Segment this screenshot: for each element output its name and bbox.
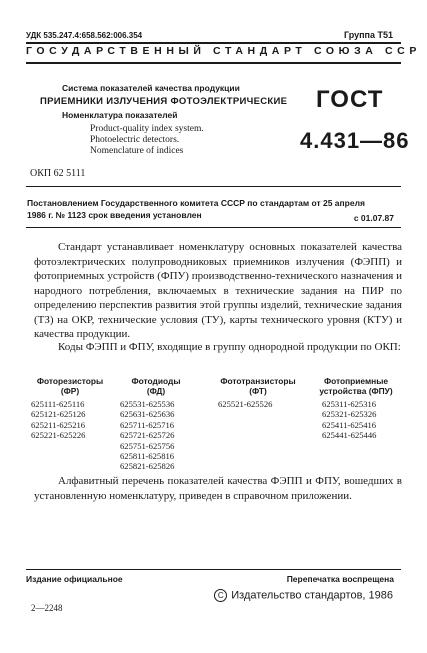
effective-date: с 01.07.87 [353, 213, 394, 223]
footer-rule [26, 569, 401, 570]
main-title: ПРИЕМНИКИ ИЗЛУЧЕНИЯ ФОТОЭЛЕКТРИЧЕСКИЕ [40, 96, 288, 107]
standard-title: ГОСУДАРСТВЕННЫЙ СТАНДАРТ СОЮЗА ССР [26, 45, 421, 57]
code-value: 625751-625756 [120, 440, 175, 451]
code-value: 625321-625326 [322, 409, 377, 420]
code-value: 625821-625826 [120, 461, 175, 472]
gost-number: 4.431—86 [300, 128, 410, 153]
column-header-line: Фототранзисторы [220, 376, 296, 386]
column-photodetector-devices [312, 376, 400, 441]
codes-intro-paragraph [34, 340, 402, 355]
decree-line-2: 1986 г. № 1123 срок введения установлен [27, 210, 202, 220]
publisher-text: Издательство стандартов, 1986 [231, 589, 393, 602]
codes-intro-text: Коды ФЭПП и ФПУ, входящие в группу однородной продукции по ОКП: [58, 341, 401, 353]
decree-rule [26, 227, 401, 228]
reprint-notice: Перепечатка воспрещена [286, 574, 394, 584]
publisher-line [214, 589, 393, 602]
english-title-line-1: Product-quality index system. [90, 124, 204, 134]
column-header-line: устройства (ФПУ) [319, 386, 393, 396]
column-header-line: Фотодиоды [131, 376, 181, 386]
intro-paragraph [34, 240, 402, 342]
column-photodiodes [120, 376, 192, 472]
column-header [312, 376, 400, 396]
column-header [214, 376, 302, 396]
code-value: 625811-625816 [120, 451, 175, 462]
column-header [120, 376, 192, 396]
copyright-icon: C [214, 589, 227, 602]
code-value: 625221-625226 [31, 430, 86, 441]
column-header [31, 376, 109, 396]
udc-code: УДК 535.247.4:658.562:006.354 [26, 31, 143, 40]
code-value: 625531-625536 [120, 399, 175, 409]
closing-paragraph-text: Алфавитный перечень показателей качества ФЭПП и ФПУ, вошедших в установленную номенклатуру, приведен в справочном приложении. [34, 475, 402, 502]
top-rule [26, 42, 401, 44]
code-value: 625121-625126 [31, 409, 86, 420]
code-value: 625211-625216 [31, 419, 86, 430]
english-title-line-3: Nomenclature of indices [90, 146, 184, 156]
closing-paragraph [34, 474, 402, 503]
code-value: 625311-625316 [322, 399, 377, 409]
code-value: 625721-625726 [120, 430, 175, 441]
official-edition: Издание официальное [26, 574, 123, 584]
title-rule [26, 62, 401, 64]
code-value: 625111-625116 [31, 399, 85, 409]
column-header-line: Фотоприемные [323, 376, 389, 386]
code-value: 625631-625636 [120, 409, 175, 420]
okp-rule [26, 186, 401, 187]
code-value: 625411-625416 [322, 419, 377, 430]
code-value: 625711-625716 [120, 419, 175, 430]
column-header-line: (ФТ) [249, 386, 267, 396]
okp-code: ОКП 62 5111 [30, 168, 86, 179]
column-phototransistors [214, 376, 302, 409]
column-photoresistors [31, 376, 109, 441]
group-code: Группа Т51 [343, 30, 393, 40]
column-header-line: (ФР) [60, 386, 80, 396]
sheet-mark: 2—2248 [31, 603, 63, 613]
column-header-line: Фоторезисторы [36, 376, 104, 386]
system-title: Система показателей качества продукции [62, 83, 240, 93]
code-value: 625441-625446 [322, 430, 377, 441]
decree-line-1: Постановлением Государственного комитета СССР по стандартам от 25 апреля [27, 198, 365, 208]
column-header-line: (ФД) [146, 386, 166, 396]
nomenclature-title: Номенклатура показателей [62, 110, 178, 120]
intro-paragraph-text: Стандарт устанавливает номенклатуру основных показателей качества фотоэлектрических полупроводниковых приемников излучения (ФЭПП) и фотоприемных устройств (ФПУ) производственно-технического назначения и народного потребления, включаемых в технические задания на ПИР по определению перспектив развития этой группы изделий, технические задания (ТЗ) на ОКР, технические условия (ТУ), карты технического уровня (КТУ) и качества продукции. [34, 241, 402, 340]
english-title-line-2: Photoelectric detectors. [90, 135, 180, 145]
gost-label: ГОСТ [316, 86, 384, 113]
code-value: 625521-625526 [218, 399, 273, 409]
